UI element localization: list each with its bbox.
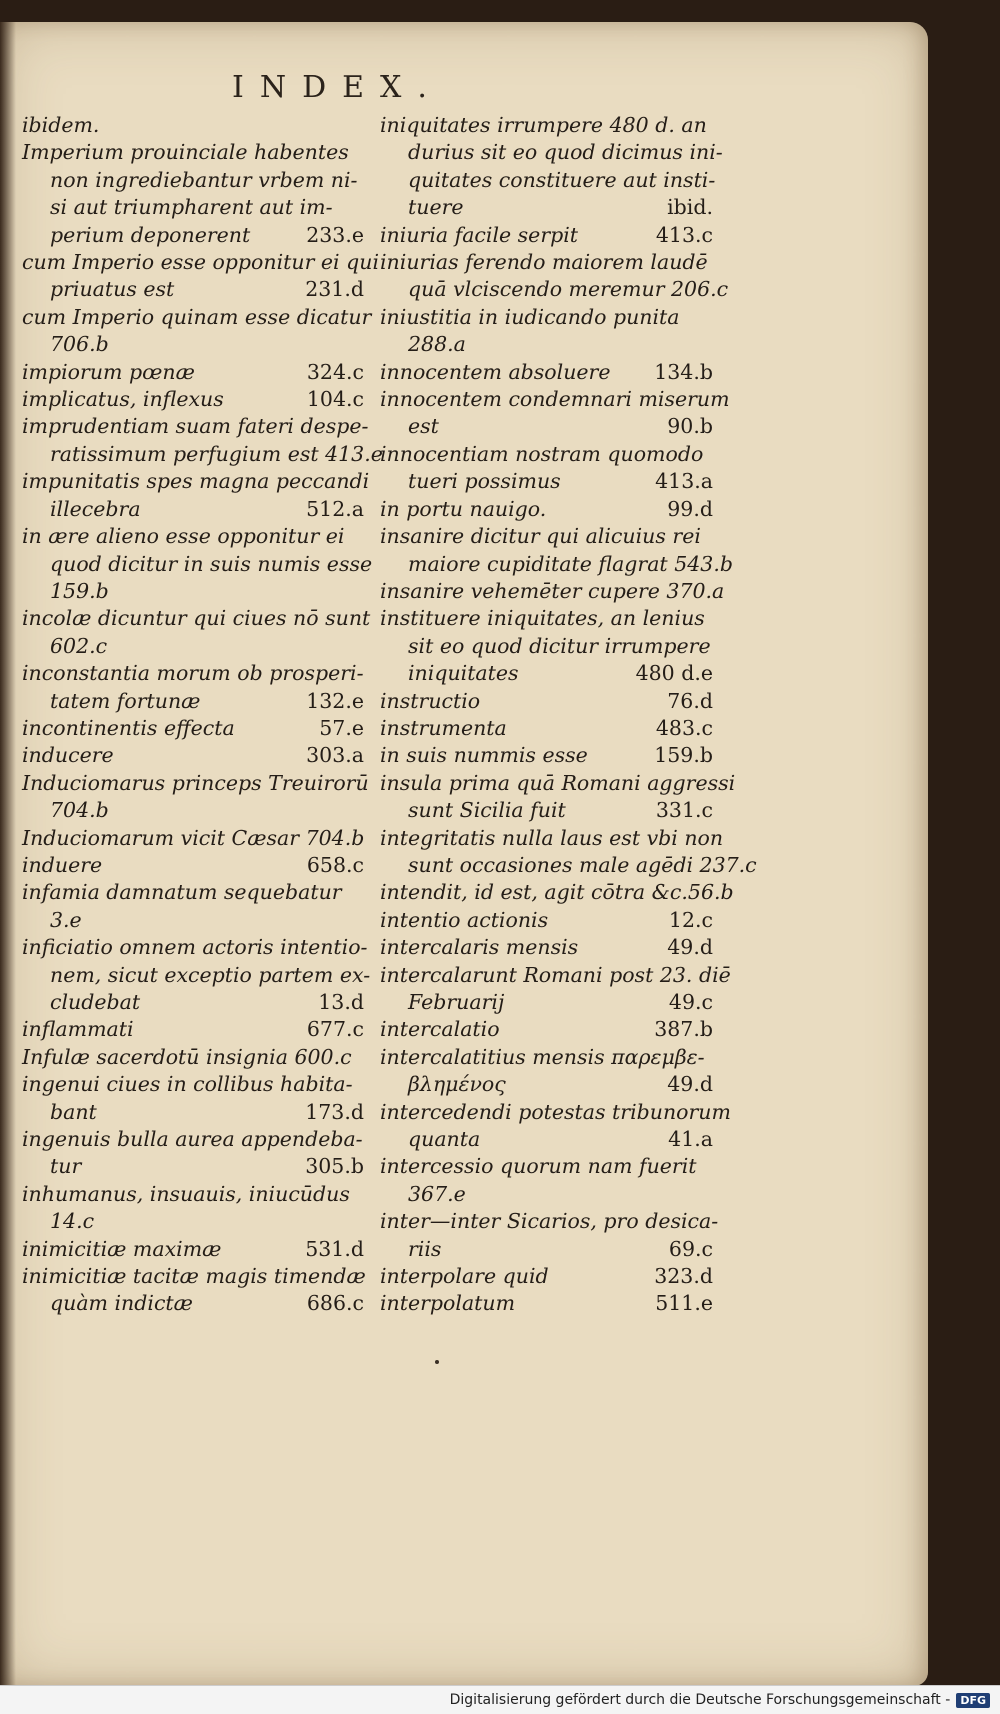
entry-text: 706.b [50,332,109,357]
page-header: INDEX. [232,70,443,105]
entry-text: inimicitiæ maximæ [22,1236,222,1261]
index-entry-line [380,331,713,358]
index-entry-line [380,1099,731,1126]
index-entry-line [380,1071,713,1098]
page-reference: 323.d [654,1264,713,1289]
index-entry [22,523,373,605]
index-entry-line [22,715,364,742]
index-entry [380,304,713,359]
entry-text: inducere [22,743,114,768]
page-gutter-shadow [0,22,16,1686]
index-entry-line [22,852,364,879]
index-entry [22,879,364,934]
entry-text: ratissimum perfugium est 413.e [50,441,383,466]
index-entry-line [380,879,734,906]
index-entry-line [22,825,364,852]
entry-text: iniustitia in iudicando punita [380,304,680,329]
index-entry-line [22,276,364,303]
entry-text: intercalaris mensis [380,935,579,960]
index-entry-line [22,1044,364,1071]
entry-text: innocentem condemnari miserum [380,387,730,412]
index-entry-line [22,167,364,194]
index-entry-line [22,1263,364,1290]
entry-text: tatem fortunæ [50,688,201,713]
index-entry [380,222,713,249]
index-entry [380,1208,719,1263]
entry-text: tur [50,1154,82,1179]
entry-text: interpolatum [380,1291,516,1316]
index-entry [22,359,364,386]
entry-text: innocentem absoluere [380,359,611,384]
index-column-right [380,112,757,1318]
index-entry-line [22,468,370,495]
index-entry-line [380,386,730,413]
page-reference: 413.a [655,469,713,494]
entry-text: incontinentis effecta [22,715,235,740]
index-entry-line [380,222,713,249]
index-entry [22,1236,364,1263]
entry-text: insula prima quā Romani aggressi [380,770,736,795]
entry-text: intendit, id est, agit cōtra &c.56.b [380,880,734,905]
entry-text: infamia damnatum sequebatur [22,880,342,905]
page-reference: 49.c [668,990,713,1014]
entry-text: quā vlciscendo meremur 206.c [408,277,729,302]
index-entry-line [22,222,364,249]
page-reference: 387.b [654,1017,713,1042]
index-entry-line [22,989,364,1016]
index-entry [22,304,372,359]
page-reference: 90.b [667,414,713,439]
entry-text: maiore cupiditate flagrat 543.b [408,551,733,576]
page-reference: 413.c [655,222,713,247]
index-entry-line [22,797,364,824]
index-entry-line [22,249,379,276]
entry-text: imprudentiam suam fateri despe- [22,414,369,439]
entry-text: instructio [380,688,481,713]
entry-text: βλημένος [408,1072,506,1097]
entry-text: intercessio quorum nam fuerit [380,1154,697,1179]
page-reference: 69.c [668,1236,713,1261]
page-reference: 480 d.e [635,661,713,686]
entry-text: incolæ dicuntur qui ciues nō sunt [22,606,371,631]
index-entry [22,468,370,523]
index-entry-line [380,1153,713,1180]
index-entry-line [380,907,713,934]
entry-text: inhumanus, insuauis, iniucūdus [22,1181,350,1206]
entry-text: ingenui ciues in collibus habita- [22,1072,353,1097]
entry-text: 14.c [50,1209,95,1234]
index-entry-line [380,770,736,797]
index-entry [22,386,364,413]
entry-text: inficiatio omnem actoris intentio- [22,935,368,960]
index-entry-line [22,139,364,166]
entry-text: iniquitates [408,661,519,686]
index-entry [380,962,731,1017]
index-entry [380,934,713,961]
index-entry [380,742,713,769]
entry-text: sunt Sicilia fuit [408,798,566,823]
entry-text: nem, sicut exceptio partem ex- [50,962,371,987]
index-entry-line [22,523,364,550]
entry-text: bant [50,1099,97,1124]
entry-text: riis [408,1236,442,1261]
entry-text: priuatus est [50,277,175,302]
index-entry [380,359,713,386]
index-entry-line [380,1290,713,1317]
page-reference: 104.c [306,387,364,412]
index-entry [22,1126,364,1181]
page-reference: 531.d [305,1236,364,1261]
index-entry [22,413,383,468]
index-entry-line [22,1153,364,1180]
entry-text: interpolare quid [380,1264,549,1289]
index-entry [380,1099,731,1154]
index-entry-line [380,1208,719,1235]
entry-text: implicatus, inflexus [22,387,224,412]
index-entry [380,578,725,605]
index-entry-line [22,331,364,358]
entry-text: perium deponerent [50,222,251,247]
index-entry-line [380,633,713,660]
entry-text: in portu nauigo. [380,496,547,521]
entry-text: induere [22,852,103,877]
index-entry [380,605,713,687]
entry-text: instituere iniquitates, an lenius [380,606,705,631]
index-entry [380,386,730,441]
index-entry-line [22,633,364,660]
page-reference: 57.e [319,715,364,740]
index-entry [380,825,757,880]
index-entry-line [22,934,368,961]
page-reference: 658.c [306,852,364,877]
index-entry [22,1181,364,1236]
entry-text: est [408,414,439,439]
page-reference: 331.c [655,798,713,823]
page-reference: 76.d [667,688,713,713]
page-reference: 686.c [306,1291,364,1316]
entry-text: illecebra [50,496,141,521]
index-entry [22,139,364,249]
entry-text: intercalarunt Romani post 23. diē [380,962,731,987]
index-entry [380,1290,713,1317]
index-entry [380,1016,713,1043]
entry-text: 288.a [408,332,466,357]
index-entry [380,249,729,304]
index-entry-line [380,441,713,468]
entry-text: impiorum pœnæ [22,359,195,384]
page-reference: 303.a [306,743,364,768]
index-entry-line [380,605,713,632]
entry-text: inconstantia morum ob prosperi- [22,661,364,686]
index-entry [22,852,364,879]
index-entry-line [22,386,364,413]
index-entry [22,660,364,715]
index-entry-line [380,496,713,523]
index-entry-line [22,413,369,440]
index-entry-line [380,551,733,578]
index-entry-line [22,962,371,989]
index-entry-line [22,770,369,797]
index-entry-line [380,468,713,495]
index-entry-line [380,304,713,331]
index-entry [22,934,371,1016]
index-entry-line [380,934,713,961]
page-reference: 49.d [667,1072,713,1097]
index-entry [380,496,713,523]
entry-text: 159.b [50,578,109,603]
index-entry [380,441,713,496]
entry-text: Imperium prouinciale habentes [22,140,349,165]
index-entry [380,770,736,825]
digitization-footer [0,1685,1000,1714]
index-entry-line [22,551,373,578]
page-reference: 41.a [668,1127,713,1152]
index-entry-line [22,688,364,715]
page-reference: 677.c [306,1017,364,1042]
entry-text: Februarij [408,990,505,1014]
entry-text: Induciomarum vicit Cæsar 704.b [22,825,365,850]
index-entry [22,605,371,660]
index-entry-line [22,907,364,934]
entry-text: 704.b [50,798,109,823]
index-entry [380,907,713,934]
index-entry [380,112,723,222]
entry-text: impunitatis spes magna peccandi [22,469,370,494]
page-reference: 173.d [305,1099,364,1124]
index-entry [380,715,713,742]
entry-text: sunt occasiones male agēdi 237.c [408,852,757,877]
ink-speck [435,1360,439,1364]
entry-text: inflammati [22,1017,134,1042]
entry-text: quod dicitur in suis numis esse [50,551,373,576]
page-reference: 99.d [667,496,713,521]
entry-text: non ingrediebantur vrbem ni- [50,167,358,192]
page-reference: 324.c [306,359,364,384]
entry-text: tueri possimus [408,469,561,494]
index-entry-line [22,304,372,331]
index-entry-line [380,989,713,1016]
entry-text: cum Imperio quinam esse dicatur [22,304,372,329]
index-entry-line [22,1236,364,1263]
index-entry-line [22,1181,364,1208]
index-entry [380,688,713,715]
index-entry-line [22,1016,364,1043]
index-entry-line [380,852,757,879]
index-entry-line [380,825,724,852]
index-entry-line [380,1016,713,1043]
index-entry [380,1153,713,1208]
index-entry-line [22,1208,364,1235]
entry-text: iniquitates irrumpere 480 d. an [380,113,707,137]
index-entry-line [380,1236,713,1263]
page-reference: 511.e [655,1291,713,1316]
entry-text: intercalatio [380,1017,500,1042]
index-entry-line [380,112,713,139]
index-entry-line [22,742,364,769]
index-entry-line [380,1181,713,1208]
entry-text: innocentiam nostram quomodo [380,441,704,466]
index-entry-line [380,413,713,440]
page-reference: 132.e [306,688,364,713]
page-reference: 12.c [668,907,713,932]
page-reference: 13.d [318,990,364,1014]
index-entry-line [380,359,713,386]
page-reference: 159.b [654,743,713,768]
index-entry-line [380,578,725,605]
index-entry [22,112,364,139]
index-entry-line [22,1099,364,1126]
entry-text: ingenuis bulla aurea appendeba- [22,1127,363,1152]
dfg-logo: DFG [956,1693,990,1708]
entry-text: ibidem. [22,113,100,137]
index-entry-line [380,797,713,824]
entry-text: inter—inter Sicarios, pro desica- [380,1209,719,1234]
index-entry-line [380,276,729,303]
index-entry [22,715,364,742]
entry-text: tuere [408,195,464,220]
index-entry [22,1016,364,1043]
entry-text: cludebat [50,990,141,1014]
index-entry [380,1044,713,1099]
page-reference: 305.b [305,1154,364,1179]
footer-credit-text: Digitalisierung gefördert durch die Deutsche Forschungsgemeinschaft - [449,1692,951,1708]
entry-text: in suis nummis esse [380,743,588,768]
entry-text: cum Imperio esse opponitur ei qui [22,250,379,275]
entry-text: Induciomarus princeps Treuirorū [22,770,369,795]
index-entry [22,742,364,769]
index-entry [380,879,734,906]
entry-text: 3.e [50,907,82,932]
index-entry-line [22,194,364,221]
index-entry [380,1263,713,1290]
entry-text: iniuria facile serpit [380,222,579,247]
index-entry [22,770,369,825]
entry-text: quanta [408,1127,481,1152]
index-entry-line [380,1044,713,1071]
page-reference: ibid. [667,195,713,220]
index-entry-line [22,879,364,906]
index-entry-line [380,962,731,989]
entry-text: insanire vehemēter cupere 370.a [380,578,725,603]
entry-text: si aut triumpharent aut im- [50,195,333,220]
index-entry-line [380,715,713,742]
entry-text: intercalatitius mensis παρεμβε- [380,1044,705,1069]
entry-text: intentio actionis [380,907,549,932]
entry-text: integritatis nulla laus est vbi non [380,825,724,850]
index-entry [22,249,379,304]
index-entry-line [380,167,716,194]
index-entry-line [380,688,713,715]
entry-text: intercedendi potestas tribunorum [380,1099,731,1124]
index-entry-line [22,1290,364,1317]
entry-text: quàm indictæ [50,1291,193,1316]
entry-text: insanire dicitur qui alicuius rei [380,524,701,549]
index-entry-line [380,139,723,166]
index-entry-line [22,605,371,632]
page-reference: 233.e [306,222,364,247]
entry-text: 602.c [50,633,108,658]
index-entry-line [22,441,383,468]
index-entry-line [22,359,364,386]
index-entry-line [380,194,713,221]
index-entry-line [380,1126,713,1153]
entry-text: iniurias ferendo maiorem laudē [380,250,708,275]
entry-text: instrumenta [380,715,507,740]
index-entry-line [380,523,713,550]
index-entry [22,825,364,852]
index-entry-line [22,578,364,605]
index-entry-line [22,660,364,687]
index-entry-line [380,660,713,687]
index-entry-line [22,1071,364,1098]
index-entry-line [380,742,713,769]
entry-text: Infulæ sacerdotū insignia 600.c [22,1044,352,1069]
entry-text: sit eo quod dicitur irrumpere [408,633,711,658]
index-entry [22,1071,364,1126]
index-entry-line [22,1126,364,1153]
page-reference: 512.a [306,496,364,521]
index-entry-line [22,112,364,139]
index-column-left [22,112,383,1318]
entry-text: inimicitiæ tacitæ magis timendæ [22,1264,366,1289]
index-entry-line [380,249,713,276]
page-reference: 134.b [654,359,713,384]
page-reference: 231.d [305,277,364,302]
entry-text: 367.e [408,1181,466,1206]
index-entry-line [22,496,364,523]
entry-text: durius sit eo quod dicimus ini- [408,140,723,165]
page-reference: 483.c [655,715,713,740]
index-entry [22,1044,364,1071]
index-entry [22,1263,364,1318]
entry-text: quitates constituere aut insti- [408,167,716,192]
page-reference: 49.d [667,935,713,960]
index-entry-line [380,1263,713,1290]
entry-text: in ære alieno esse opponitur ei [22,524,345,549]
index-entry [380,523,733,578]
